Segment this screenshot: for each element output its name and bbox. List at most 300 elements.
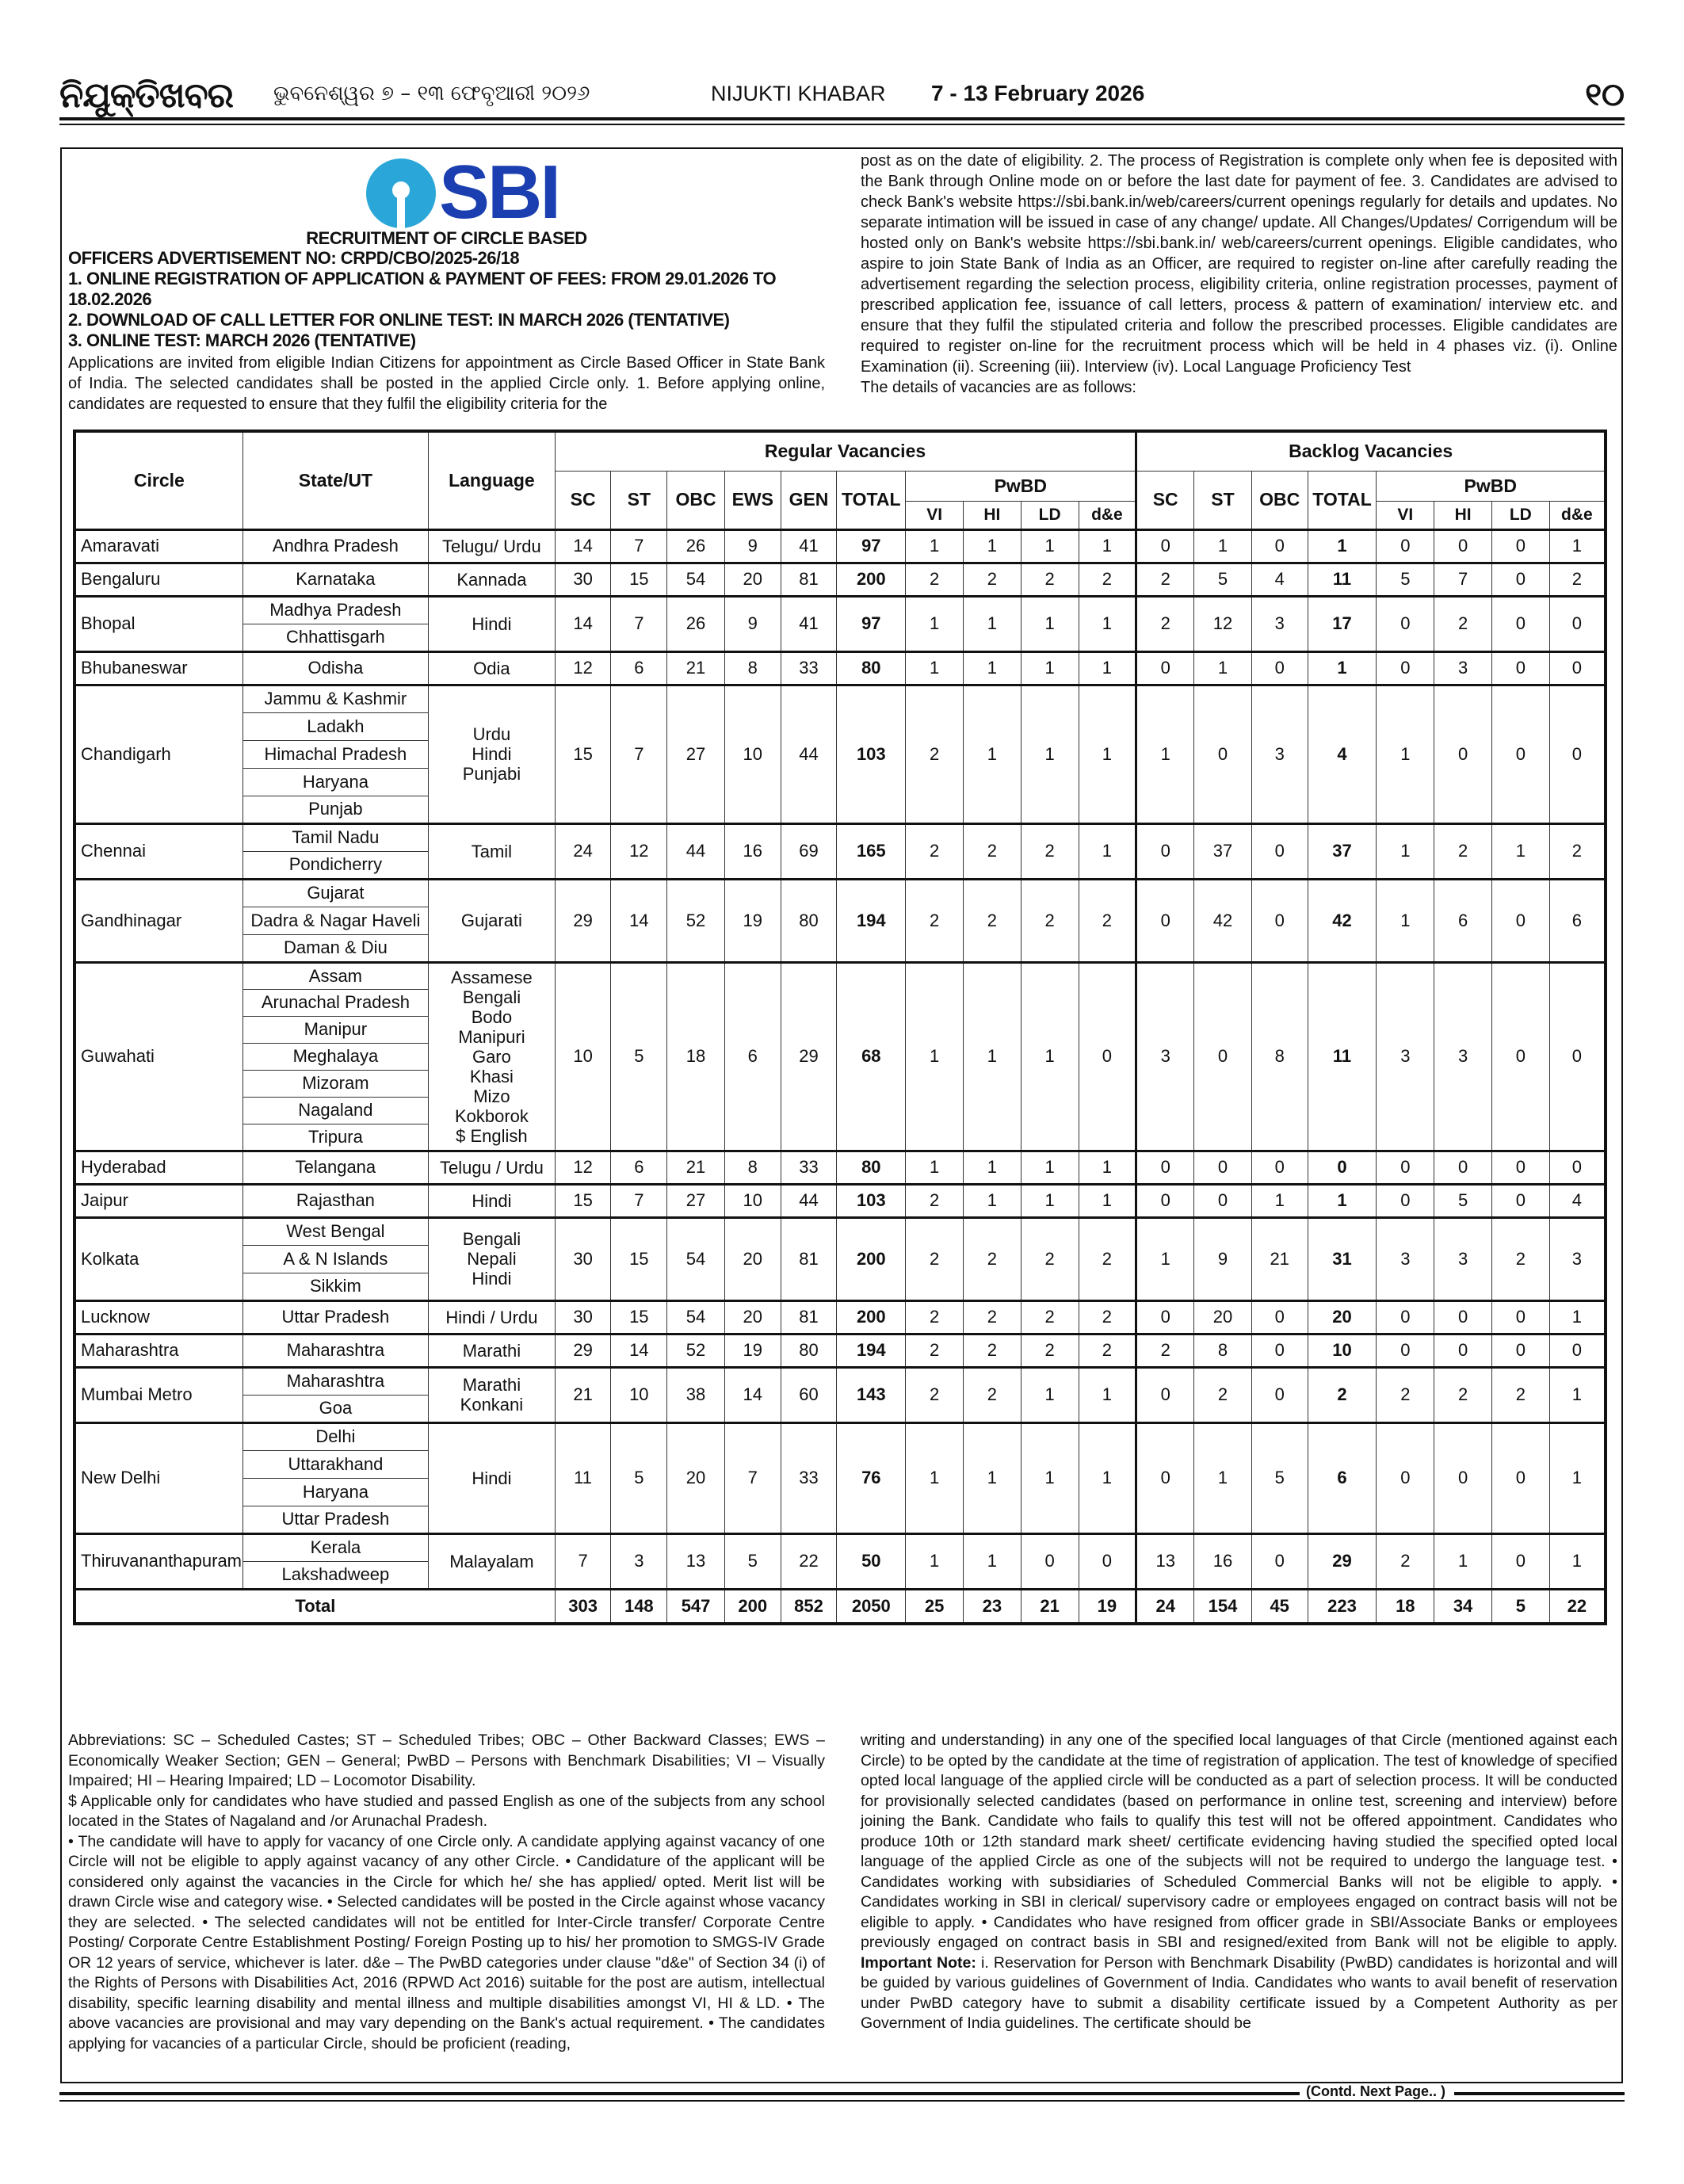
language-line: Tamil	[471, 841, 513, 861]
value-cell-back: 1	[1308, 529, 1377, 563]
language-line: $ English	[456, 1125, 528, 1146]
table-row	[74, 596, 1606, 624]
value-cell-bpw: 2	[1377, 1367, 1434, 1422]
value-cell-bpw: 0	[1491, 596, 1549, 651]
eligibility-notes: • The candidate will have to apply for vacancy of one Circle only. A candidate applying against vacancy of one Circle will not be eligible to apply against vacancy of any other Circle. • Candidature of the applicant will be considered only against the vacancies in the Circle for which he/ she has applied/ opted. Merit list will be drawn Circle wise and category wise. • Selected candidates will be posted in the Circle against whose vacancy they are selected. • The selected candidates will not be entitled for Inter-Circle transfer/ Corporate Centre Posting/ Corporate Centre Establishment Posting/ Foreign Posting up to his/ her promotion to SMGS-IV Grade OR 12 years of service, whichever is later. d&e – The PwBD categories under clause "d&e" of Section 34 (i) of the Rights of Persons with Disabilities Act, 2016 (RPWD Act 2016) suitable for the post are autism, intellectual disability, specific learning disability and mental illness and multiple disabilities amongst VI, HI & LD. • The above vacancies are provisional and may vary depending on the Bank's actual requirement. • The candidates applying for vacancies of a particular Circle, should be proficient (reading,	[68, 1832, 825, 2052]
value-cell-back: 42	[1308, 879, 1377, 962]
value-cell-reg: 38	[667, 1367, 725, 1422]
language-line: Telugu/ Urdu	[442, 536, 541, 556]
circle-cell: Bengaluru	[74, 563, 242, 596]
value-cell-bpw: 2	[1434, 596, 1492, 651]
state-cell: Tamil Nadu	[242, 823, 428, 851]
circle-cell: Bhubaneswar	[74, 651, 242, 685]
value-cell-reg: 8	[724, 1151, 781, 1184]
value-cell-back: 2	[1136, 596, 1194, 651]
state-cell: Manipur	[242, 1016, 428, 1043]
language-cell	[429, 563, 556, 596]
value-cell-reg: 52	[667, 879, 725, 962]
value-cell-reg: 194	[837, 1334, 906, 1367]
value-cell-back: 2	[1136, 563, 1194, 596]
state-cell: Ladakh	[242, 712, 428, 740]
value-cell-back: 2	[1194, 1367, 1252, 1422]
advertisement-number: OFFICERS ADVERTISEMENT NO: CRPD/CBO/2025-26/18	[68, 248, 520, 268]
value-cell-reg: 6	[611, 651, 667, 685]
value-cell-reg: 21	[667, 651, 725, 685]
value-cell-rpw: 2	[964, 563, 1021, 596]
language-line: Urdu	[472, 724, 511, 744]
schedule-point-1: 1. ONLINE REGISTRATION OF APPLICATION & PAYMENT OF FEES: FROM 29.01.2026 TO 18.02.2026	[68, 269, 777, 309]
value-cell-rpw: 2	[906, 1217, 964, 1300]
value-cell-rpw: 1	[1021, 962, 1079, 1151]
col-backlog-vacancies: Backlog Vacancies	[1136, 431, 1606, 471]
value-cell-reg: 97	[837, 596, 906, 651]
circle-cell: Guwahati	[74, 962, 242, 1151]
value-cell-bpw: 0	[1377, 529, 1434, 563]
state-cell: Andhra Pradesh	[242, 529, 428, 563]
paper-name: NIJUKTI KHABAR	[711, 82, 886, 105]
value-cell-reg: 80	[837, 1151, 906, 1184]
value-cell-rpw: 2	[964, 1334, 1021, 1367]
col-reg-ews: EWS	[724, 471, 781, 529]
value-cell-reg: 21	[667, 1151, 725, 1184]
col-circle: Circle	[74, 431, 242, 529]
value-cell-reg: 7	[724, 1422, 781, 1533]
footer-rule-right	[1454, 2092, 1625, 2095]
state-cell: Mizoram	[242, 1070, 428, 1097]
state-cell: Telangana	[242, 1151, 428, 1184]
total-cell-reg: 547	[667, 1589, 725, 1624]
total-cell-back: 154	[1194, 1589, 1252, 1624]
value-cell-back: 5	[1194, 563, 1252, 596]
value-cell-back: 0	[1194, 1151, 1252, 1184]
value-cell-bpw: 0	[1491, 685, 1549, 823]
value-cell-bpw: 1	[1549, 1533, 1606, 1589]
value-cell-bpw: 0	[1549, 962, 1606, 1151]
value-cell-bpw: 3	[1434, 1217, 1492, 1300]
total-cell-bpw: 34	[1434, 1589, 1492, 1624]
value-cell-bpw: 5	[1377, 563, 1434, 596]
value-cell-back: 21	[1251, 1217, 1308, 1300]
value-cell-reg: 27	[667, 685, 725, 823]
value-cell-reg: 7	[611, 529, 667, 563]
value-cell-reg: 8	[724, 651, 781, 685]
language-line: Manipuri	[458, 1026, 525, 1047]
vacancy-intro: The details of vacancies are as follows:	[861, 379, 1136, 396]
state-cell: Tripura	[242, 1124, 428, 1151]
value-cell-bpw: 0	[1434, 529, 1492, 563]
total-cell-reg: 852	[781, 1589, 837, 1624]
total-cell-bpw: 5	[1491, 1589, 1549, 1624]
value-cell-rpw: 1	[1079, 1184, 1136, 1217]
language-notes: writing and understanding) in any one of the specified local languages of that Circle (mentioned against each Circle) to be opted by the candidate at the time of registration of application. The test of knowledge of specified opted local language of the applied circle will be conducted as a part of selection process. It will be conducted for provisionally selected candidates (based on performance in online test, screening and interview) before joining the Bank. Candidate who fails to qualify this test will not be offered appointment. Candidates who produce 10th or 12th standard mark sheet/ certificate evidencing having studied the specified opted local language of the applied Circle as one of the subjects will not be required to undergo the language test. • Candidates working with subsidiaries of Scheduled Commercial Banks will not be eligible to apply. • Candidates working in SBI in clerical/ supervisory cadre or employees engaged on contract basis will not be eligible to apply. • Candidates who have resigned from officer grade in SBI/Associate Banks or employees previously engaged on contract basis in SBI and resigned/exited from Bank will not be eligible to apply.	[861, 1732, 1617, 1951]
language-cell	[429, 823, 556, 879]
value-cell-bpw: 0	[1434, 1422, 1492, 1533]
value-cell-bpw: 2	[1549, 823, 1606, 879]
value-cell-back: 0	[1136, 1151, 1194, 1184]
notes-left-column	[68, 1731, 825, 2054]
masthead-logo: ନିଯୁକ୍ତିଖବର	[59, 75, 234, 116]
value-cell-reg: 194	[837, 879, 906, 962]
value-cell-rpw: 1	[1021, 1184, 1079, 1217]
value-cell-back: 0	[1251, 1151, 1308, 1184]
value-cell-reg: 20	[724, 563, 781, 596]
value-cell-bpw: 0	[1377, 1334, 1434, 1367]
value-cell-back: 0	[1251, 1533, 1308, 1589]
value-cell-bpw: 0	[1377, 596, 1434, 651]
language-cell	[429, 1300, 556, 1334]
circle-cell: Hyderabad	[74, 1151, 242, 1184]
value-cell-reg: 200	[837, 1217, 906, 1300]
value-cell-back: 0	[1251, 1367, 1308, 1422]
value-cell-bpw: 3	[1434, 962, 1492, 1151]
value-cell-reg: 41	[781, 596, 837, 651]
state-cell: Punjab	[242, 796, 428, 823]
value-cell-reg: 41	[781, 529, 837, 563]
total-cell-back: 24	[1136, 1589, 1194, 1624]
value-cell-rpw: 2	[906, 685, 964, 823]
value-cell-back: 4	[1251, 563, 1308, 596]
value-cell-back: 1	[1251, 1184, 1308, 1217]
circle-cell: Chandigarh	[74, 685, 242, 823]
value-cell-rpw: 1	[1079, 685, 1136, 823]
value-cell-reg: 29	[555, 1334, 611, 1367]
table-row	[74, 962, 1606, 989]
value-cell-rpw: 1	[964, 1184, 1021, 1217]
table-row	[74, 529, 1606, 563]
language-cell	[429, 596, 556, 651]
value-cell-reg: 52	[667, 1334, 725, 1367]
value-cell-back: 29	[1308, 1533, 1377, 1589]
value-cell-back: 13	[1136, 1533, 1194, 1589]
value-cell-bpw: 1	[1549, 1367, 1606, 1422]
value-cell-back: 0	[1136, 1184, 1194, 1217]
value-cell-rpw: 1	[1079, 651, 1136, 685]
newspaper-header	[59, 75, 1625, 115]
state-cell: West Bengal	[242, 1217, 428, 1245]
value-cell-reg: 18	[667, 962, 725, 1151]
value-cell-back: 4	[1308, 685, 1377, 823]
value-cell-reg: 14	[724, 1367, 781, 1422]
state-cell: Maharashtra	[242, 1334, 428, 1367]
value-cell-back: 20	[1308, 1300, 1377, 1334]
state-cell: Haryana	[242, 1478, 428, 1506]
value-cell-back: 1	[1194, 651, 1252, 685]
value-cell-rpw: 0	[1079, 1533, 1136, 1589]
value-cell-back: 20	[1194, 1300, 1252, 1334]
value-cell-rpw: 1	[906, 962, 964, 1151]
value-cell-reg: 29	[555, 879, 611, 962]
value-cell-rpw: 1	[906, 651, 964, 685]
value-cell-reg: 7	[611, 685, 667, 823]
state-cell: Odisha	[242, 651, 428, 685]
value-cell-bpw: 0	[1549, 1334, 1606, 1367]
value-cell-bpw: 0	[1491, 1151, 1549, 1184]
value-cell-bpw: 2	[1434, 823, 1492, 879]
value-cell-back: 37	[1308, 823, 1377, 879]
value-cell-reg: 80	[837, 651, 906, 685]
state-cell: Delhi	[242, 1422, 428, 1450]
language-cell	[429, 1533, 556, 1589]
language-cell	[429, 1217, 556, 1300]
total-row	[74, 1589, 1606, 1624]
total-label: Total	[74, 1589, 555, 1624]
value-cell-bpw: 3	[1377, 962, 1434, 1151]
value-cell-reg: 9	[724, 596, 781, 651]
value-cell-back: 2	[1308, 1367, 1377, 1422]
value-cell-rpw: 2	[964, 1300, 1021, 1334]
value-cell-rpw: 2	[1021, 879, 1079, 962]
total-cell-bpw: 22	[1549, 1589, 1606, 1624]
language-line: Kannada	[456, 569, 527, 590]
value-cell-back: 2	[1136, 1334, 1194, 1367]
language-cell	[429, 1422, 556, 1533]
col-reg-dne: d&e	[1079, 501, 1136, 529]
value-cell-reg: 5	[611, 962, 667, 1151]
value-cell-reg: 14	[611, 1334, 667, 1367]
value-cell-rpw: 2	[906, 879, 964, 962]
value-cell-bpw: 0	[1549, 596, 1606, 651]
value-cell-reg: 6	[724, 962, 781, 1151]
table-row	[74, 563, 1606, 596]
language-line: Telugu / Urdu	[439, 1157, 544, 1178]
value-cell-back: 12	[1194, 596, 1252, 651]
col-reg-st: ST	[611, 471, 667, 529]
value-cell-rpw: 1	[964, 962, 1021, 1151]
state-cell: Arunachal Pradesh	[242, 989, 428, 1016]
value-cell-bpw: 1	[1377, 879, 1434, 962]
value-cell-rpw: 1	[1079, 1422, 1136, 1533]
value-cell-reg: 3	[611, 1533, 667, 1589]
value-cell-reg: 10	[724, 685, 781, 823]
value-cell-back: 0	[1308, 1151, 1377, 1184]
value-cell-reg: 54	[667, 1300, 725, 1334]
state-cell: Maharashtra	[242, 1367, 428, 1395]
value-cell-reg: 30	[555, 563, 611, 596]
state-cell: Gujarat	[242, 879, 428, 907]
state-cell: Sikkim	[242, 1273, 428, 1300]
value-cell-bpw: 1	[1549, 1300, 1606, 1334]
language-cell	[429, 879, 556, 962]
value-cell-reg: 22	[781, 1533, 837, 1589]
value-cell-back: 1	[1136, 1217, 1194, 1300]
language-line: Marathi	[462, 1375, 521, 1395]
sbi-logo	[365, 150, 563, 235]
table-row	[74, 685, 1606, 712]
language-line: Hindi	[472, 744, 512, 764]
important-note-label: Important Note:	[861, 1953, 976, 1972]
col-reg-sc: SC	[555, 471, 611, 529]
value-cell-rpw: 2	[1079, 563, 1136, 596]
value-cell-back: 0	[1136, 1367, 1194, 1422]
total-cell-back: 223	[1308, 1589, 1377, 1624]
value-cell-reg: 16	[724, 823, 781, 879]
state-cell: Goa	[242, 1395, 428, 1422]
value-cell-back: 5	[1251, 1422, 1308, 1533]
value-cell-reg: 29	[781, 962, 837, 1151]
value-cell-back: 0	[1251, 879, 1308, 962]
language-line: Hindi	[472, 1269, 512, 1289]
col-back-ld: LD	[1491, 501, 1549, 529]
total-cell-bpw: 18	[1377, 1589, 1434, 1624]
value-cell-back: 0	[1136, 1300, 1194, 1334]
value-cell-reg: 54	[667, 1217, 725, 1300]
value-cell-back: 1	[1308, 1184, 1377, 1217]
col-reg-total: TOTAL	[837, 471, 906, 529]
value-cell-rpw: 2	[906, 823, 964, 879]
value-cell-reg: 26	[667, 529, 725, 563]
value-cell-reg: 81	[781, 1217, 837, 1300]
value-cell-back: 31	[1308, 1217, 1377, 1300]
total-cell-reg: 303	[555, 1589, 611, 1624]
language-line: Konkani	[460, 1395, 524, 1415]
value-cell-reg: 21	[555, 1367, 611, 1422]
value-cell-reg: 12	[555, 1151, 611, 1184]
language-line: Bodo	[471, 1006, 513, 1027]
value-cell-rpw: 2	[1079, 879, 1136, 962]
total-cell-back: 45	[1251, 1589, 1308, 1624]
value-cell-back: 0	[1136, 1422, 1194, 1533]
language-line: Assamese	[451, 967, 533, 987]
state-cell: A & N Islands	[242, 1245, 428, 1273]
value-cell-rpw: 1	[964, 651, 1021, 685]
state-cell: Madhya Pradesh	[242, 596, 428, 624]
table-row	[74, 1367, 1606, 1395]
col-back-dne: d&e	[1549, 501, 1606, 529]
col-back-st: ST	[1194, 471, 1252, 529]
value-cell-back: 0	[1251, 1300, 1308, 1334]
value-cell-reg: 26	[667, 596, 725, 651]
value-cell-bpw: 0	[1491, 651, 1549, 685]
state-cell: Dadra & Nagar Haveli	[242, 907, 428, 934]
value-cell-reg: 5	[724, 1533, 781, 1589]
language-line: Malayalam	[449, 1551, 534, 1571]
page-number: ୧୦	[1585, 77, 1625, 113]
value-cell-rpw: 1	[1079, 529, 1136, 563]
value-cell-reg: 44	[781, 1184, 837, 1217]
value-cell-back: 11	[1308, 962, 1377, 1151]
state-cell: Nagaland	[242, 1097, 428, 1124]
value-cell-bpw: 2	[1549, 563, 1606, 596]
language-line: Hindi	[472, 1468, 512, 1488]
language-line: Hindi	[472, 613, 512, 634]
value-cell-reg: 10	[724, 1184, 781, 1217]
value-cell-back: 8	[1251, 962, 1308, 1151]
table-row	[74, 651, 1606, 685]
value-cell-rpw: 1	[1079, 1151, 1136, 1184]
value-cell-back: 17	[1308, 596, 1377, 651]
value-cell-rpw: 2	[1079, 1300, 1136, 1334]
state-cell: Himachal Pradesh	[242, 740, 428, 768]
total-cell-rpw: 25	[906, 1589, 964, 1624]
value-cell-bpw: 2	[1434, 1367, 1492, 1422]
value-cell-bpw: 3	[1549, 1217, 1606, 1300]
circle-cell: Maharashtra	[74, 1334, 242, 1367]
value-cell-reg: 15	[611, 1217, 667, 1300]
language-line: Kokborok	[454, 1105, 529, 1126]
language-cell	[429, 685, 556, 823]
value-cell-reg: 10	[555, 962, 611, 1151]
value-cell-reg: 14	[555, 596, 611, 651]
value-cell-reg: 44	[781, 685, 837, 823]
value-cell-reg: 69	[781, 823, 837, 879]
value-cell-reg: 50	[837, 1533, 906, 1589]
value-cell-rpw: 1	[1021, 651, 1079, 685]
value-cell-bpw: 0	[1377, 651, 1434, 685]
state-cell: Pondicherry	[242, 851, 428, 879]
value-cell-bpw: 2	[1377, 1533, 1434, 1589]
value-cell-back: 9	[1194, 1217, 1252, 1300]
language-cell	[429, 651, 556, 685]
value-cell-bpw: 0	[1491, 962, 1549, 1151]
value-cell-back: 16	[1194, 1533, 1252, 1589]
value-cell-bpw: 0	[1377, 1300, 1434, 1334]
state-cell: Kerala	[242, 1533, 428, 1561]
value-cell-reg: 15	[555, 1184, 611, 1217]
value-cell-bpw: 1	[1434, 1533, 1492, 1589]
value-cell-reg: 7	[611, 596, 667, 651]
value-cell-bpw: 0	[1491, 563, 1549, 596]
total-cell-reg: 148	[611, 1589, 667, 1624]
state-cell: Daman & Diu	[242, 934, 428, 962]
value-cell-bpw: 1	[1491, 823, 1549, 879]
value-cell-reg: 19	[724, 879, 781, 962]
value-cell-rpw: 1	[1079, 596, 1136, 651]
value-cell-reg: 14	[611, 879, 667, 962]
value-cell-bpw: 0	[1491, 1533, 1549, 1589]
col-back-obc: OBC	[1251, 471, 1308, 529]
value-cell-bpw: 2	[1491, 1217, 1549, 1300]
language-cell	[429, 1367, 556, 1422]
value-cell-rpw: 2	[1021, 823, 1079, 879]
value-cell-reg: 15	[555, 685, 611, 823]
dollar-note: $ Applicable only for candidates who have studied and passed English as one of the subjects from any school located in the States of Nagaland and /or Arunachal Pradesh.	[68, 1792, 825, 1830]
value-cell-back: 3	[1136, 962, 1194, 1151]
language-cell	[429, 1151, 556, 1184]
value-cell-reg: 14	[555, 529, 611, 563]
value-cell-back: 3	[1251, 685, 1308, 823]
table-row	[74, 1533, 1606, 1561]
value-cell-back: 11	[1308, 563, 1377, 596]
value-cell-back: 0	[1136, 651, 1194, 685]
value-cell-rpw: 1	[1021, 1151, 1079, 1184]
value-cell-bpw: 0	[1491, 879, 1549, 962]
col-reg-ld: LD	[1021, 501, 1079, 529]
state-cell: Rajasthan	[242, 1184, 428, 1217]
value-cell-bpw: 3	[1377, 1217, 1434, 1300]
value-cell-back: 8	[1194, 1334, 1252, 1367]
col-back-pwbd: PwBD	[1377, 471, 1606, 501]
total-cell-rpw: 19	[1079, 1589, 1136, 1624]
value-cell-bpw: 0	[1491, 529, 1549, 563]
circle-cell: Kolkata	[74, 1217, 242, 1300]
vacancy-table	[73, 430, 1607, 1625]
total-cell-reg: 2050	[837, 1589, 906, 1624]
value-cell-reg: 13	[667, 1533, 725, 1589]
value-cell-bpw: 0	[1491, 1184, 1549, 1217]
table-row	[74, 1217, 1606, 1245]
value-cell-rpw: 1	[964, 1151, 1021, 1184]
intro-paragraph-continued: post as on the date of eligibility. 2. The process of Registration is complete only when fee is deposited with the Bank through Online mode on or before the last date for payment of fee. 3. Candidates are advised to check Bank's website https://sbi.bank.in/web/careers/current openings regularly for details and updates. No separate intimation will be issued in case of any change/ update. All Changes/Updates/ Corrigendum will be hosted only on Bank's website https://sbi.bank.in/ web/careers/current openings. Eligible candidates, who aspire to join State Bank of India as an Officer, are required to register on-line after carefully reading the advertisement regarding the selection process, eligibility criteria, online registration processes, payment of prescribed application fee, issuance of call letters, process & pattern of examination/ interview etc. and ensure that they fulfil the stipulated criteria and follow the prescribed processes. Eligible candidates are required to register on-line for the recruitment process which will be held in 4 phases viz. (i). Online Examination (ii). Screening (iii). Interview (iv). Local Language Proficiency Test	[861, 152, 1617, 376]
value-cell-bpw: 0	[1434, 1151, 1492, 1184]
value-cell-rpw: 2	[964, 823, 1021, 879]
value-cell-reg: 9	[724, 529, 781, 563]
state-cell: Uttar Pradesh	[242, 1506, 428, 1533]
value-cell-rpw: 2	[906, 1334, 964, 1367]
value-cell-back: 0	[1194, 962, 1252, 1151]
total-cell-rpw: 21	[1021, 1589, 1079, 1624]
value-cell-rpw: 1	[964, 1422, 1021, 1533]
language-line: Khasi	[469, 1066, 514, 1086]
